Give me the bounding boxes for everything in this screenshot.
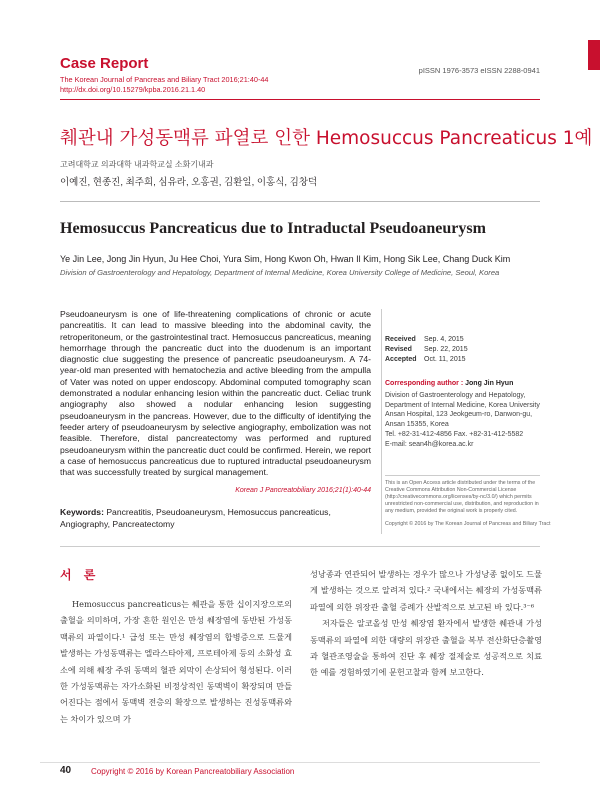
received-date: Received Sep. 4, 2015 (385, 335, 468, 345)
received-label: Received (385, 336, 416, 343)
english-authors: Ye Jin Lee, Jong Jin Hyun, Ju Hee Choi, Yura Sim, Hong Kwon Oh, Hwan Il Kim, Hong Sik Lee, Chang Duck Kim (60, 254, 511, 264)
english-affiliation: Division of Gastroenterology and Hepatology, Department of Internal Medicine, Korea University College of Medicine, Seoul, Korea (60, 268, 500, 277)
revised-label: Revised (385, 346, 412, 354)
title-rule (60, 201, 540, 202)
revised-date: Revised Sep. 22, 2015 (385, 345, 468, 355)
accepted-label: Accepted (385, 356, 417, 364)
citation: Korean J Pancreatobiliary 2016;21(1):40-44 (235, 487, 371, 494)
page-number: 40 (60, 765, 72, 776)
corr-email[interactable]: E-mail: sean4h@korea.ac.kr (385, 440, 474, 448)
sidebar-divider (381, 309, 382, 534)
body-para-cont: 성낭종과 연관되어 발생하는 경우가 많으나 가성낭종 없이도 드물게 발생하는 것으로 알려져 있다.² 국내에서는 췌장의 가성동맥류 파열에 의한 위장관 출혈 증례가 산발적으로 보고된 바 있다.³⁻⁶ (310, 569, 542, 612)
open-access-notice: This is an Open Access article distributed under the terms of the Creative Commons Attribution Non-Commercial License (http://creativecommons.org/licenses/by-nc/3.0/) which permits unrestricted non-commercial use, distribution, and reproduction in any medium, provided the original work is properly cited. (385, 480, 539, 514)
issn: pISSN 1976-3573 eISSN 2288-0941 (418, 66, 540, 75)
corresponding-address: Division of Gastroenterology and Hepatology, Department of Internal Medicine, Korea University Ansan Hospital, 123 Jeokgeum-ro, Danwon-gu, Ansan 15355, Korea Tel. +82-31-412-4856 Fax. +82-31-412-5582 E-mail: sean4h@korea.ac.kr (385, 391, 545, 449)
sidebar-copyright: Copyright © 2016 by The Korean Journal of Pancreas and Biliary Tract (385, 521, 551, 527)
abstract: Pseudoaneurysm is one of life-threatening complications of chronic or acute pancreatitis. It can lead to massive bleeding into the abdominal cavity, the retroperitoneum, or the gastrointestinal tract. Hemosuccus pancreaticus, meaning hemorrhage through the pancreatic duct into the duodenum is an important diagnostic clue suggesting the presence of pancreatic pseudoaneurysm. A 74-year-old man presented with hematochezia and active bleeding from the ampulla of Vater was noted on upper endoscopy. Abdominal computed tomography scan demonstrated a nodular enhancing lesion within the pancreatic duct. Celiac trunk angiography also showed a nodular enhancing lesion suggesting pseudoaneurysm in the pancreas. However, due to the difficulty of identifying the feeder artery of pseudoaneurysm by selective angiography, embolization was not feasible. Therefore, distal pancreatectomy was performed and ruptured pseudoaneurysm within the pancreatic duct could be confirmed. Herein, we report a case of hemosuccus pancreaticus due to ruptured intraductal pseudoaneurysm that was successfully treated by surgical management. (60, 309, 371, 478)
keywords-list: Pancreatitis, Pseudoaneurysm, Hemosuccus pancreaticus, Angiography, Pancreatectomy (60, 507, 331, 529)
header-rule (60, 99, 540, 100)
corresponding-author (385, 380, 513, 387)
sidebar-rule (385, 475, 540, 476)
corr-name: Jong Jin Hyun (465, 380, 514, 387)
footer-rule (40, 762, 540, 763)
journal-citation (60, 75, 269, 95)
journal-name: The Korean Journal of Pancreas and Biliary Tract 2016;21:40-44 (60, 75, 269, 84)
korean-authors: 이예진, 현종진, 최주희, 심유라, 오홍권, 김환일, 이홍식, 김창덕 (60, 177, 318, 188)
corr-label: Corresponding author : (385, 380, 464, 387)
article-dates (385, 335, 468, 366)
section-title: 서 론 (60, 568, 100, 582)
abstract-rule (60, 546, 540, 547)
english-title: Hemosuccus Pancreaticus due to Intraductal Pseudoaneurysm (60, 220, 486, 237)
korean-affiliation: 고려대학교 의과대학 내과학교실 소화기내과 (60, 160, 214, 169)
korean-title: 췌관내 가성동맥류 파열로 인한 Hemosuccus Pancreaticus 1예 (60, 128, 593, 149)
body-column-left: Hemosuccus pancreaticus는 췌관을 통한 십이지장으로의 출혈을 의미하며, 가장 흔한 원인은 만성 췌장염에 동반된 가성동맥류의 파열이다.¹ 급성 또는 만성 췌장염의 합병증으로 드물게 발생하는 가성동맥류는 엘라스타아제, 프로테아제 등의 소화성 효소에 의해 췌장 주위 동맥의 혈관 외막이 손상되어 형성된다. 이러한 가성동맥류는 자가소화된 비정상적인 동맥벽이 확장되며 만들어진다는 점에서 동맥벽 전층의 확장으로 발생하는 진성동맥류와는 차이가 있으며 가 (60, 599, 292, 724)
footer-copyright: Copyright © 2016 by Korean Pancreatobiliary Association (91, 767, 295, 776)
keywords-label: Keywords: (60, 507, 104, 517)
corner-tab (588, 40, 600, 70)
article-type: Case Report (60, 55, 149, 72)
keywords (60, 507, 371, 530)
accepted-date: Accepted Oct. 11, 2015 (385, 355, 468, 365)
body-column-right (310, 566, 542, 681)
doi-link[interactable]: http://dx.doi.org/10.15279/kpba.2016.21.1.40 (60, 85, 206, 94)
body-para: 저자들은 알코올성 만성 췌장염 환자에서 발생한 췌관내 가성동맥류의 파열에 의한 대량의 위장관 출혈을 복부 전산화단층촬영과 혈관조영술을 통하여 진단 후 췌장 절제술로 성공적으로 치료한 예를 경험하였기에 문헌고찰과 함께 보고한다. (310, 618, 542, 678)
